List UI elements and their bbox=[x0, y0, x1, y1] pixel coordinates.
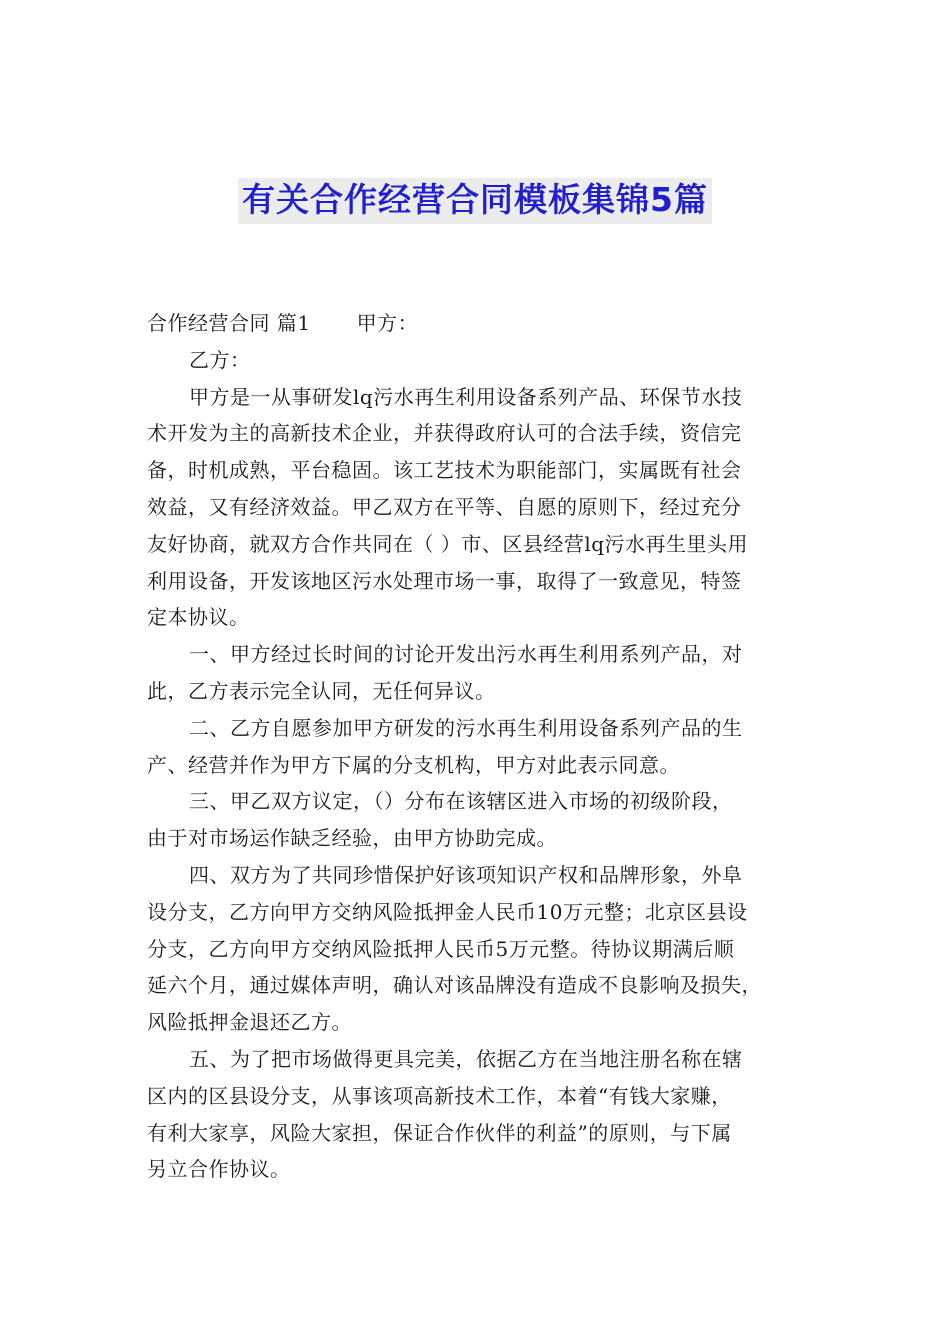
heading-line bbox=[147, 305, 809, 342]
paragraph-list bbox=[147, 379, 809, 1189]
paragraph-line: 利用设备，开发该地区污水处理市场一事，取得了一致意见，特签 bbox=[147, 568, 742, 593]
paragraph bbox=[147, 783, 809, 857]
party-b-line bbox=[147, 342, 809, 379]
paragraph-line: 由于对市场运作缺乏经验，由甲方协助完成。 bbox=[147, 826, 557, 851]
section-heading: 合作经营合同 篇1 bbox=[147, 311, 311, 335]
paragraph-line: 甲方是一从事研发lq污水再生利用设备系列产品、环保节水技 bbox=[189, 384, 743, 409]
paragraph-line: 效益，又有经济效益。甲乙双方在平等、自愿的原则下，经过充分 bbox=[147, 494, 742, 519]
paragraph-line: 术开发为主的高新技术企业，并获得政府认可的合法手续，资信完 bbox=[147, 421, 742, 446]
paragraph bbox=[147, 710, 809, 784]
paragraph-line: 有利大家享，风险大家担，保证合作伙伴的利益”的原则，与下属 bbox=[147, 1120, 732, 1145]
paragraph-line: 此，乙方表示完全认同，无任何异议。 bbox=[147, 678, 496, 703]
paragraph-line: 区内的区县设分支，从事该项高新技术工作，本着“有钱大家赚， bbox=[147, 1083, 732, 1108]
paragraph-line: 另立合作协议。 bbox=[147, 1157, 291, 1182]
paragraph-line: 定本协议。 bbox=[147, 605, 250, 630]
paragraph-line: 二、乙方自愿参加甲方研发的污水再生利用设备系列产品的生 bbox=[189, 715, 743, 740]
paragraph-line: 三、甲乙双方议定，（）分布在该辖区进入市场的初级阶段， bbox=[189, 789, 733, 814]
paragraph-line: 分支，乙方向甲方交纳风险抵押人民币5万元整。待协议期满后顺 bbox=[147, 936, 735, 961]
paragraph bbox=[147, 636, 809, 710]
paragraph-line: 备，时机成熟，平台稳固。该工艺技术为职能部门，实属既有社会 bbox=[147, 458, 742, 483]
party-a-label: 甲方： bbox=[356, 311, 419, 335]
paragraph-line: 产、经营并作为甲方下属的分支机构，甲方对此表示同意。 bbox=[147, 752, 680, 777]
paragraph-line: 风险抵押金退还乙方。 bbox=[147, 1010, 352, 1035]
paragraph-line: 四、双方为了共同珍惜保护好该项知识产权和品牌形象，外阜 bbox=[189, 862, 743, 887]
paragraph-line: 五、为了把市场做得更具完美，依据乙方在当地注册名称在辖 bbox=[189, 1046, 743, 1071]
paragraph bbox=[147, 857, 809, 1041]
paragraph-line: 一、甲方经过长时间的讨论开发出污水再生利用系列产品，对 bbox=[189, 642, 743, 667]
paragraph bbox=[147, 379, 809, 637]
party-b-label: 乙方： bbox=[189, 347, 251, 372]
paragraph-line: 设分支，乙方向甲方交纳风险抵押金人民币10万元整；北京区县设 bbox=[147, 899, 748, 924]
document-title: 有关合作经营合同模板集锦5篇 bbox=[238, 178, 712, 224]
paragraph-line: 延六个月，通过媒体声明，确认对该品牌没有造成不良影响及损失， bbox=[147, 973, 762, 998]
paragraph-line: 友好协商，就双方合作共同在（ ）市、区县经营lq污水再生里头用 bbox=[147, 531, 749, 556]
document-body bbox=[147, 305, 809, 1188]
title-area bbox=[0, 178, 950, 224]
paragraph bbox=[147, 1041, 809, 1188]
